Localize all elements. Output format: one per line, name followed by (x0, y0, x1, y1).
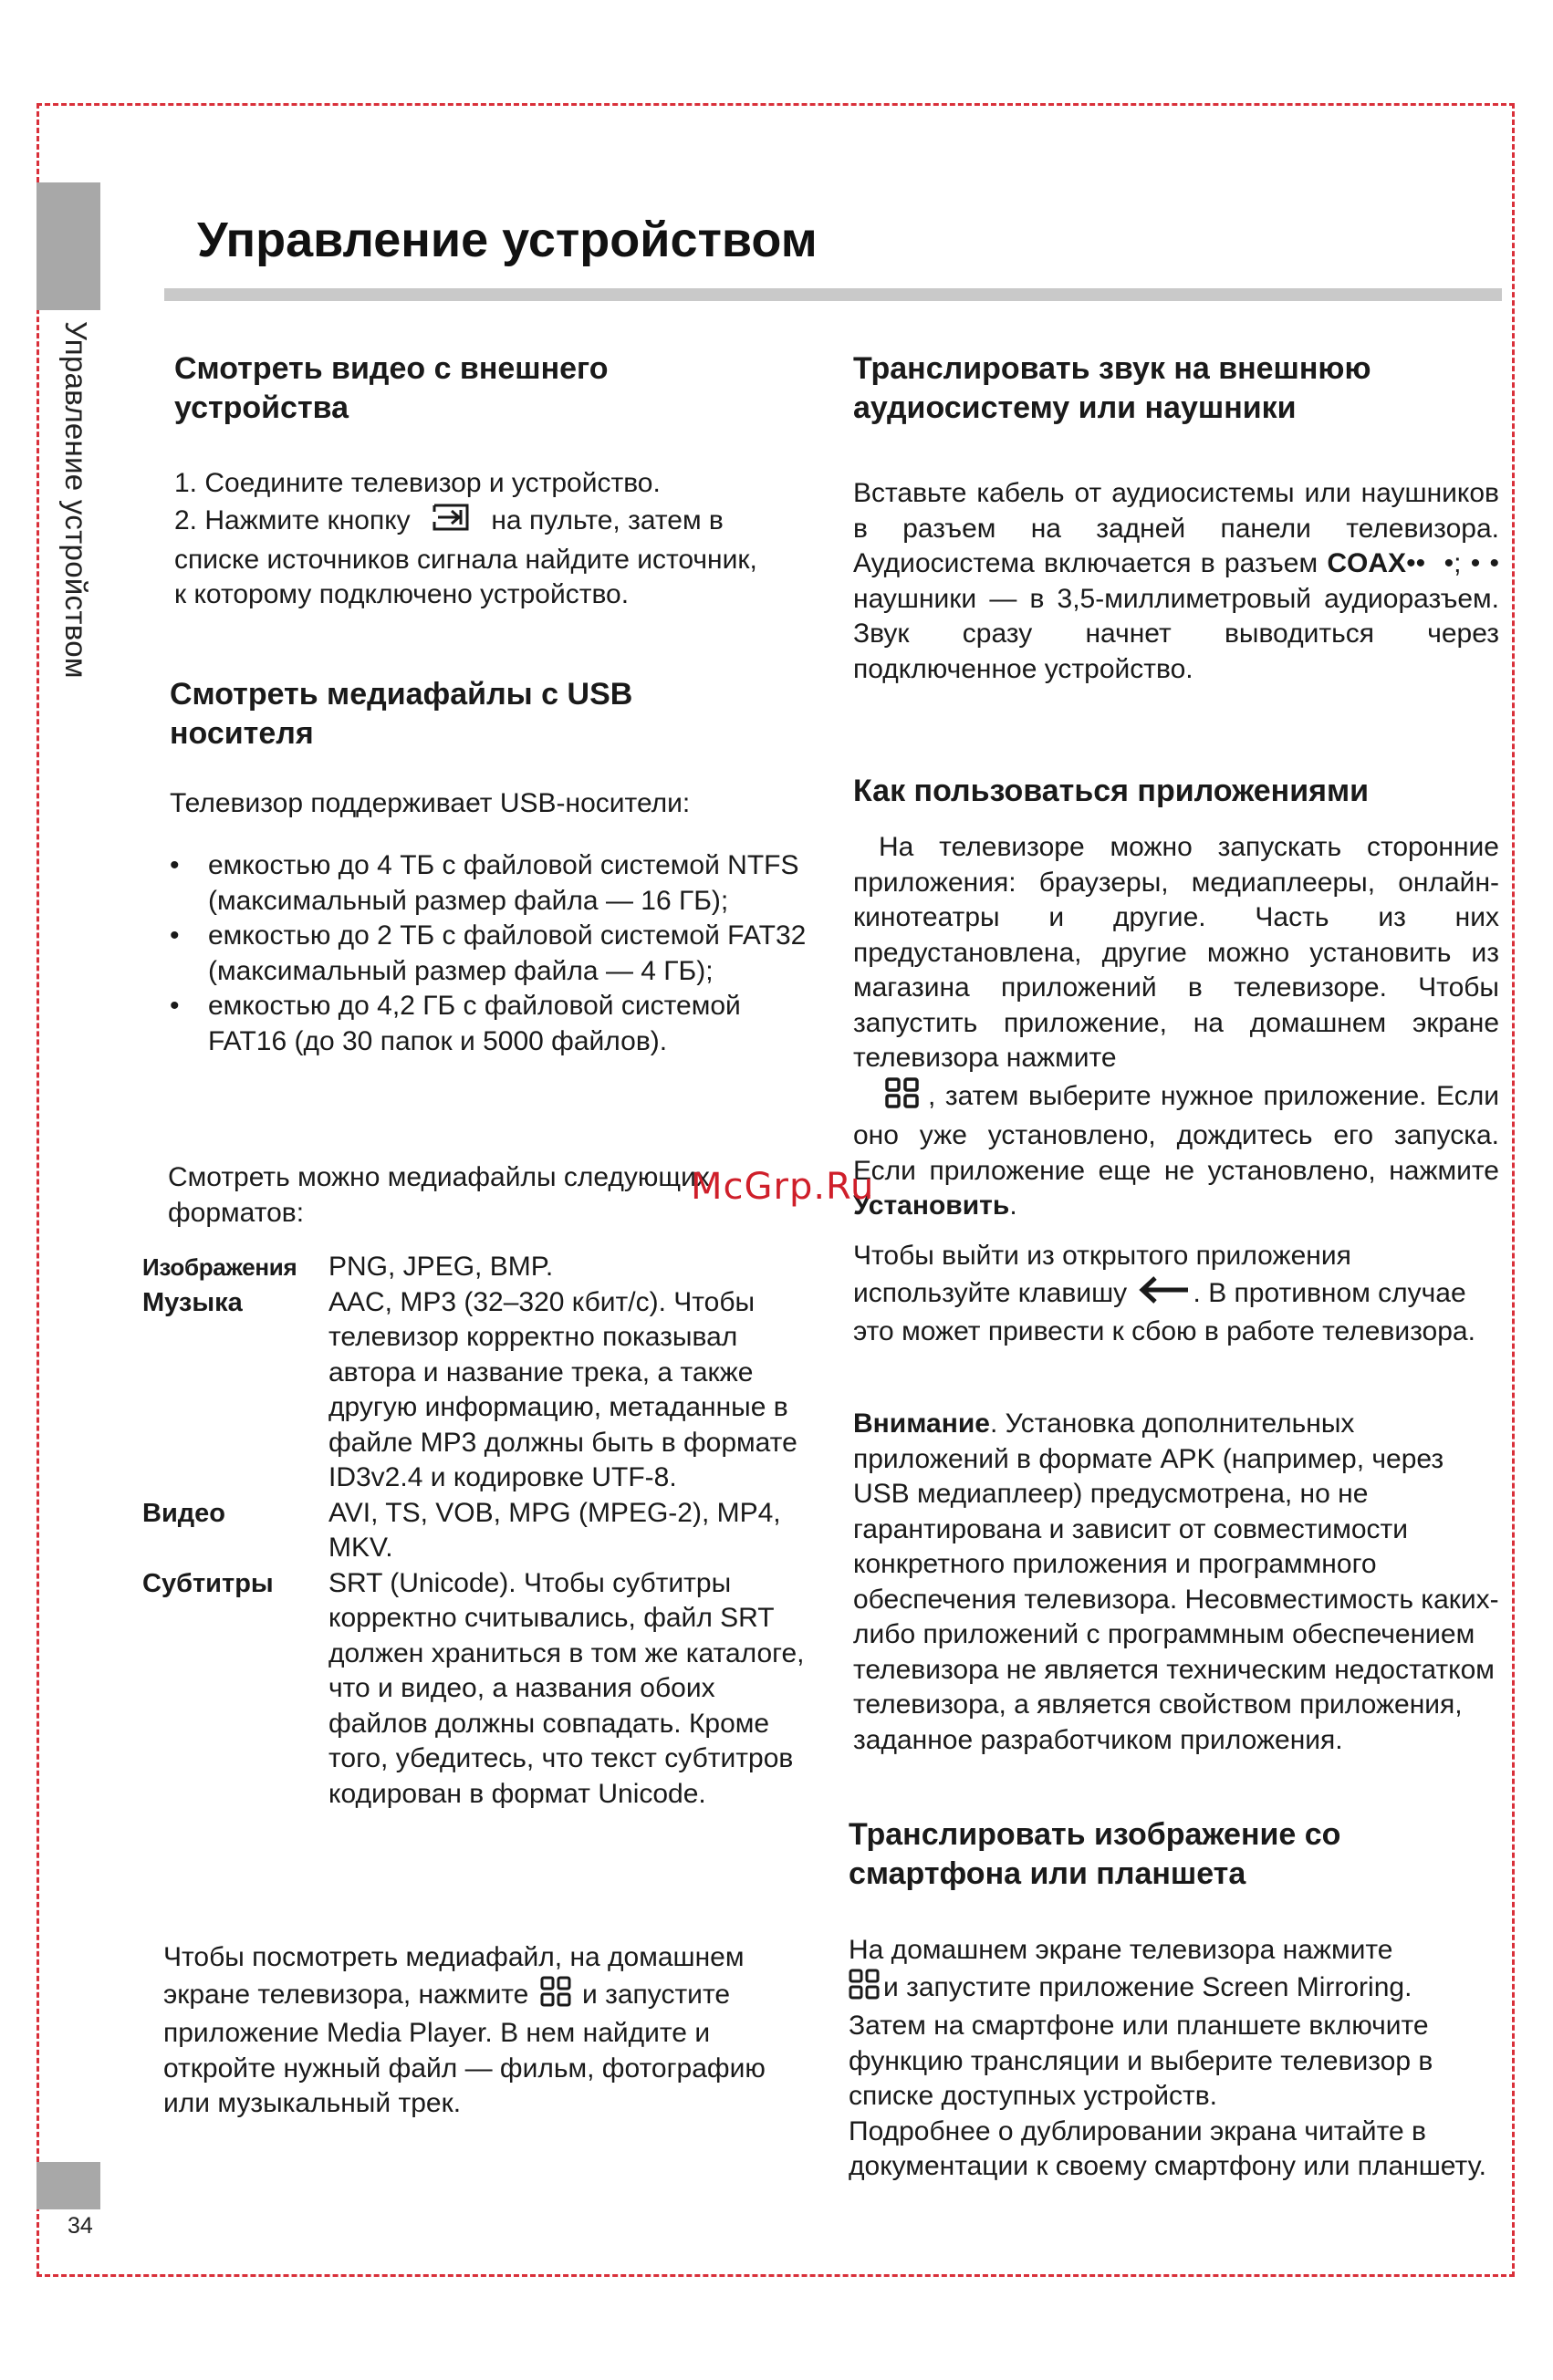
list-item: • емкостью до 4,2 ГБ с файловой системой FAT16 (до 30 папок и 5000 файлов). (170, 989, 808, 1059)
table-row (142, 1285, 808, 1496)
step-press-source (174, 502, 813, 613)
table-row (142, 1496, 808, 1566)
warning-body: . Установка дополнительных приложений в формате APK (например, через USB медиаплеер) предусмотрена, но не гарантирована и зависит от совместимости конкретного приложения и программного обеспечения телевизора. Несовместимость каких-либо приложений с программным обеспечением телевизора не является техническим недостатком телевизора, а является свойством приложения, заданное разработчиком приложения. (853, 1408, 1499, 1755)
audio-text-a: Вставьте кабель от аудиосистемы или наушников в разъем на задней панели телевизора. Аудиосистема включается в разъем (853, 478, 1499, 578)
dots-icon: •• •; • • (1406, 548, 1499, 578)
step-press-text-b: на пульте, затем в (491, 505, 724, 536)
coax-label: COAX (1327, 548, 1407, 578)
format-label: Субтитры (142, 1568, 274, 1598)
usb-capacity-list (170, 848, 808, 1059)
side-chapter-label: Управление устройством (59, 321, 93, 679)
media-player-instructions (163, 1940, 807, 2122)
list-item: • емкостью до 2 ТБ с файловой системой FAT32 (максимальный размер файла — 4 ГБ); (170, 919, 808, 989)
apps-text-a: На телевизоре можно запускать сторонние приложения: браузеры, медиаплееры, онлайн-кинотеатры и другие. Часть из них предустановлена, другие можно установить из магазина приложений в телевизоре. Чтобы запустить приложение, на домашнем экране телевизора нажмите (853, 832, 1499, 1073)
list-item: • емкостью до 4 ТБ с файловой системой NTFS (максимальный размер файла — 16 ГБ); (170, 848, 808, 919)
media-player-text-b: и запустите приложение Media Player. В нем найдите и откройте нужный файл — фильм, фотографию или музыкальный трек. (163, 1979, 766, 2118)
heading-audio-output: Транслировать звук на внешнюю аудиосистему или наушники (853, 351, 1371, 425)
format-label: Музыка (142, 1287, 243, 1317)
mirroring-text-c: Подробнее о дублировании экрана читайте в документации к своему смартфону или планшету. (849, 2115, 1486, 2181)
screen-mirroring-text (849, 1933, 1495, 2185)
apps-grid-icon (859, 1076, 921, 1119)
format-value: AAC, MP3 (32–320 кбит/с). Чтобы телевизор корректно показывал автора и название трека, а также другую информацию, метаданные в файле MP3 должны быть в формате ID3v2.4 и кодировке UTF-8. (328, 1286, 797, 1492)
exit-app-text (853, 1239, 1499, 1350)
back-arrow-icon (1137, 1274, 1192, 1315)
table-row (142, 1566, 808, 1813)
mirroring-text-b: и запустите приложение Screen Mirroring. Затем на смартфоне или планшете включите функцию трансляции и выберите телевизор в списке доступных устройств. (849, 1971, 1433, 2111)
step-connect: 1. Соедините телевизор и устройство. (174, 468, 661, 498)
apps-text-c: . (1009, 1190, 1017, 1221)
apk-warning-text (853, 1407, 1499, 1758)
apps-grid-icon (849, 1969, 880, 2010)
format-label: Изображения (142, 1253, 297, 1281)
step-press-text-a: 2. Нажмите кнопку (174, 505, 411, 536)
watermark: McGrp.Ru (691, 1166, 875, 1208)
page-number-tab (36, 2162, 100, 2209)
audio-output-text (853, 476, 1499, 687)
input-source-icon (431, 502, 471, 543)
exit-text-b: . В противном случае это может привести к сбою в работе телевизора. (853, 1277, 1475, 1346)
apps-grid-icon (540, 1976, 571, 2017)
table-row (142, 1250, 808, 1285)
heading-screen-mirroring: Транслировать изображение со смартфона или планшета (849, 1817, 1341, 1891)
exit-text-a: Чтобы выйти из открытого приложения используйте клавишу (853, 1241, 1351, 1308)
page-number: 34 (68, 2213, 93, 2239)
formats-table (142, 1250, 808, 1812)
title-underline (164, 288, 1502, 301)
page-title: Управление устройством (197, 213, 818, 267)
format-value: PNG, JPEG, BMP. (328, 1252, 554, 1282)
heading-usb-media: Смотреть медиафайлы с USB носителя (170, 677, 633, 751)
heading-external-video: Смотреть видео с внешнего устройства (174, 351, 609, 425)
apps-text-b: , затем выберите нужное приложение. Если оно уже установлено, дождитесь его запуска. Если приложение еще не установлено, нажмите (853, 1080, 1499, 1186)
format-value: SRT (Unicode). Чтобы субтитры корректно считывались, файл SRT должен храниться в том же каталоге, что и видео, а названия обоих файлов должны совпадать. Кроме того, убедитесь, что текст субтитров кодирован в формат Unicode. (328, 1567, 805, 1809)
mirroring-text-a: На домашнем экране телевизора нажмите (849, 1935, 1393, 1965)
heading-apps: Как пользоваться приложениями (853, 774, 1370, 808)
step-press-text-c: списке источников сигнала найдите источник, к которому подключено устройство. (174, 544, 757, 609)
install-label: Установить (853, 1190, 1010, 1221)
usb-intro: Телевизор поддерживает USB-носители: (170, 788, 691, 818)
format-value: AVI, TS, VOB, MPG (MPEG-2), MP4, MKV. (328, 1497, 781, 1563)
media-player-text-a: Чтобы посмотреть медиафайл, на домашнем экране телевизора, нажмите (163, 1942, 745, 2010)
side-tab-marker (36, 182, 100, 310)
formats-intro: Смотреть можно медиафайлы следующих форматов: (168, 1162, 710, 1228)
apps-usage-text (853, 830, 1499, 1224)
format-label: Видео (142, 1498, 226, 1528)
audio-text-b: наушники — в 3,5-миллиметровый аудиоразъем. Звук сразу начнет выводиться через подключенное устройство. (853, 583, 1499, 684)
warning-label: Внимание (853, 1408, 990, 1439)
